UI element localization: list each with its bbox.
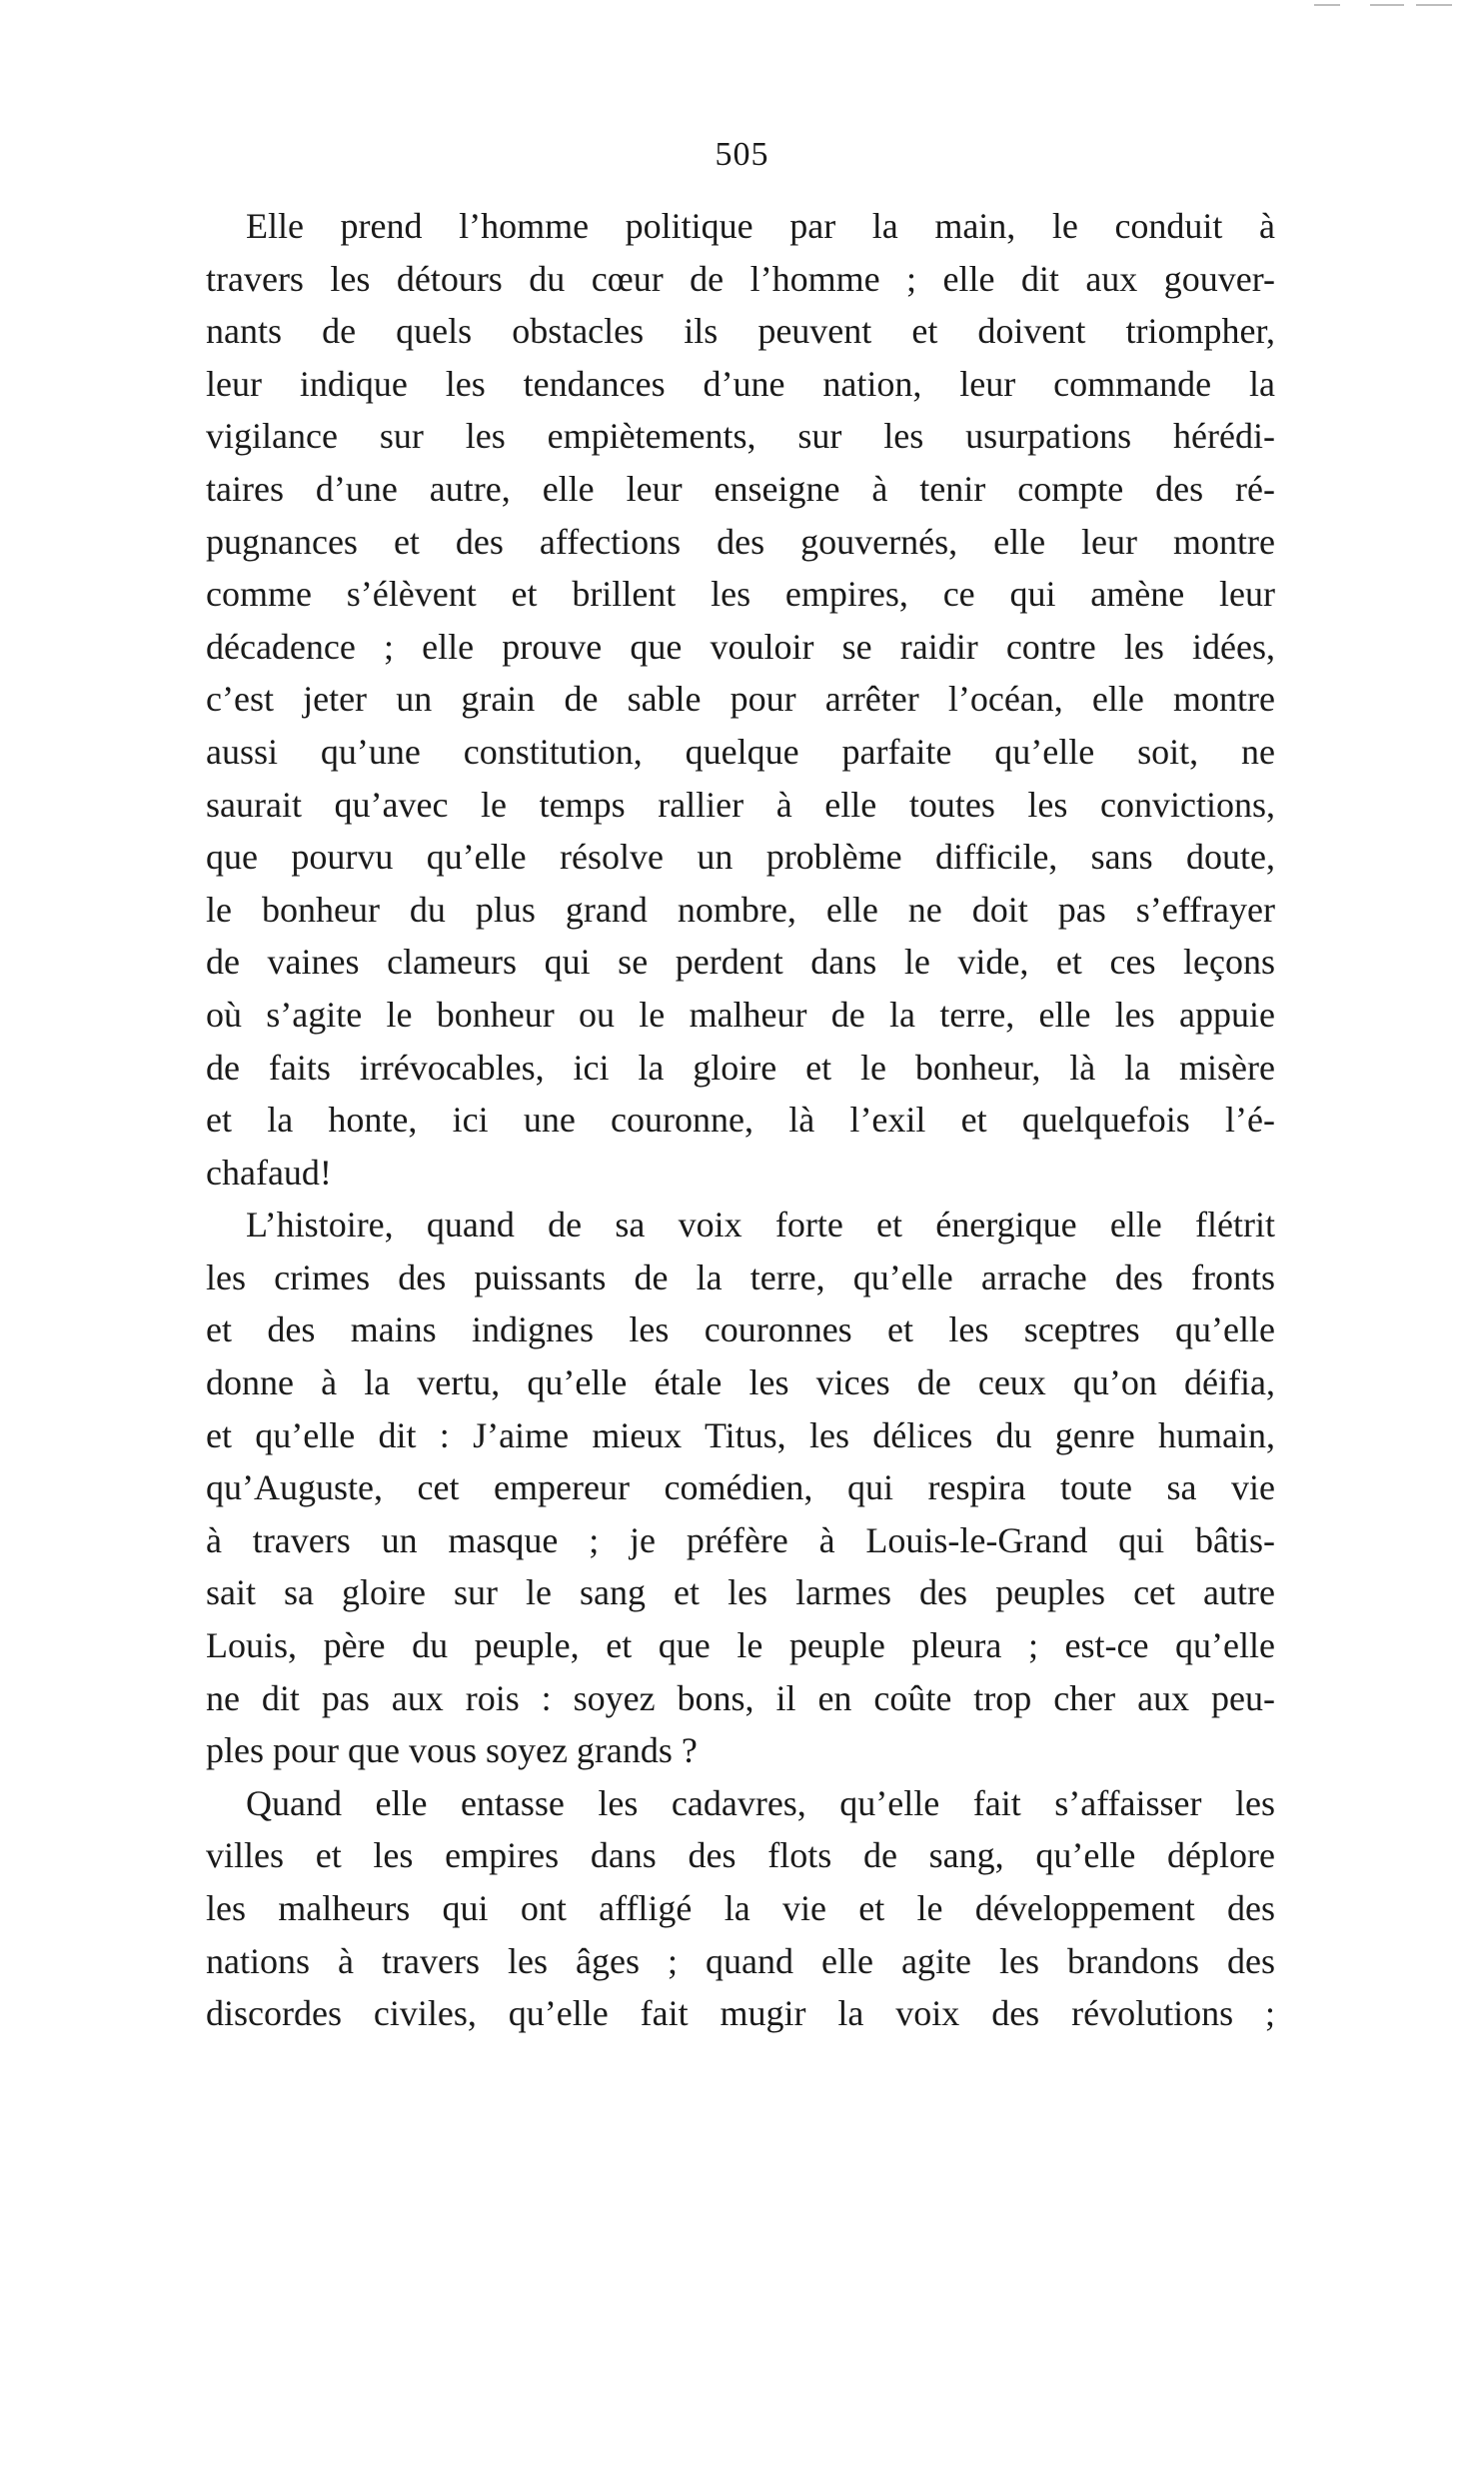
text-line: les crimes des puissants de la terre, qu’elle arrache des fronts — [206, 1256, 1275, 1297]
text-line: c’est jeter un grain de sable pour arrêter l’océan, elle montre — [206, 679, 1275, 720]
text-line: de vaines clameurs qui se perdent dans le vide, et ces leçons — [206, 942, 1275, 983]
text-line: à travers un masque ; je préfère à Louis-le-Grand qui bâtis- — [206, 1519, 1275, 1560]
text-line: et des mains indignes les couronnes et les sceptres qu’elle — [206, 1309, 1275, 1350]
text-line: sait sa gloire sur le sang et les larmes des peuples cet autre — [206, 1572, 1275, 1613]
text-line: saurait qu’avec le temps rallier à elle toutes les convictions, — [206, 784, 1275, 825]
text-line: aussi qu’une constitution, quelque parfaite qu’elle soit, ne — [206, 731, 1275, 772]
text-line: L’histoire, quand de sa voix forte et énergique elle flétrit — [246, 1205, 1275, 1245]
text-line: leur indique les tendances d’une nation, leur commande la — [206, 363, 1275, 404]
text-line: pugnances et des affections des gouvernés, elle leur montre — [206, 521, 1275, 562]
text-line: et la honte, ici une couronne, là l’exil et quelquefois l’é- — [206, 1100, 1275, 1141]
text-line: villes et les empires dans des flots de sang, qu’elle déplore — [206, 1835, 1275, 1876]
text-line: qu’Auguste, cet empereur comédien, qui respira toute sa vie — [206, 1467, 1275, 1508]
text-line: nants de quels obstacles ils peuvent et doivent triompher, — [206, 311, 1275, 352]
text-line: et qu’elle dit : J’aime mieux Titus, les délices du genre humain, — [206, 1414, 1275, 1455]
text-line: chafaud! — [206, 1152, 332, 1193]
text-line: comme s’élèvent et brillent les empires, ce qui amène leur — [206, 574, 1275, 615]
paragraph — [206, 200, 1275, 1199]
text-line: Elle prend l’homme politique par la main, le conduit à — [246, 206, 1275, 246]
page-number: 505 — [715, 136, 769, 173]
text-line: ne dit pas aux rois : soyez bons, il en coûte trop cher aux peu- — [206, 1677, 1275, 1718]
text-line: taires d’une autre, elle leur enseigne à tenir compte des ré- — [206, 468, 1275, 509]
body-text — [206, 200, 1275, 2040]
text-line: que pourvu qu’elle résolve un problème difficile, sans doute, — [206, 837, 1275, 878]
text-line: le bonheur du plus grand nombre, elle ne doit pas s’effrayer — [206, 889, 1275, 930]
text-line: Quand elle entasse les cadavres, qu’elle fait s’affaisser les — [246, 1782, 1275, 1823]
text-line: travers les détours du cœur de l’homme ; elle dit aux gouver- — [206, 258, 1275, 299]
text-line: discordes civiles, qu’elle fait mugir la voix des révolutions ; — [206, 1993, 1275, 2034]
text-line: nations à travers les âges ; quand elle agite les brandons des — [206, 1940, 1275, 1981]
text-line: décadence ; elle prouve que vouloir se raidir contre les idées, — [206, 626, 1275, 667]
text-line: les malheurs qui ont affligé la vie et le développement des — [206, 1888, 1275, 1928]
scan-corner-marks — [1314, 4, 1454, 10]
text-line: où s’agite le bonheur ou le malheur de la terre, elle les appuie — [206, 994, 1275, 1035]
paragraph — [206, 1777, 1275, 2040]
paragraph — [206, 1199, 1275, 1777]
text-line: ples pour que vous soyez grands ? — [206, 1730, 698, 1771]
text-line: donne à la vertu, qu’elle étale les vices de ceux qu’on déifia, — [206, 1362, 1275, 1403]
text-line: Louis, père du peuple, et que le peuple pleura ; est-ce qu’elle — [206, 1625, 1275, 1666]
text-line: de faits irrévocables, ici la gloire et le bonheur, là la misère — [206, 1047, 1275, 1088]
text-line: vigilance sur les empiètements, sur les usurpations hérédi- — [206, 416, 1275, 457]
